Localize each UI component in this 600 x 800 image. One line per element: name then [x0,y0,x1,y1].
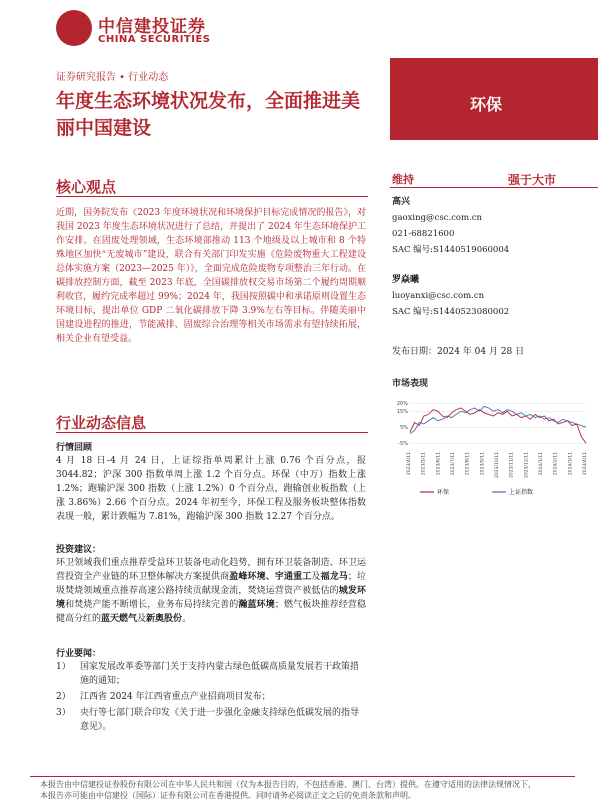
rating-bar [390,168,598,188]
analyst-card [392,194,509,258]
analyst-name: 高兴 [392,197,411,207]
news-item: 2） 江西省 2024 年江西省重点产业招商项目发布； [56,692,271,702]
publish-date: 发布日期：2024 年 04 月 28 日 [392,347,525,357]
x-tick-label: 2023/8/11 [465,452,471,476]
company-highlight: 瀚蓝环境 [238,600,275,610]
industry-dynamics-heading: 行业动态信息 [56,414,147,432]
core-view-heading: 核心观点 [56,178,117,196]
x-tick-label: 2023/10/11 [495,452,500,478]
company-highlight: 蓝天燃气 [101,614,138,624]
y-tick-label: 20% [396,401,408,408]
company-highlight: 新奥股份 [146,614,183,624]
market-performance-title: 市场表现 [392,379,429,389]
company-highlight: 福龙马 [320,572,348,582]
legend-label: 上证指数 [509,489,534,496]
report-title: 年度生态环境状况发布，全面推进美丽中国建设 [56,90,361,139]
analyst-email[interactable]: gaoxing@csc.com.cn [392,213,483,223]
market-review-title: 行情回顾 [56,443,93,453]
x-tick-label: 2024/1/11 [539,452,544,476]
logo-chinese-name: 中信建投证券 [98,17,206,37]
rating-value: 强于大市 [508,173,557,187]
investment-advice-text: 环卫领域我们重点推荐受益环卫装备电动化趋势，拥有环卫装备制造、环卫运营投资全产业链的环卫整体解决方案提供商盈峰环境、宇通重工及福龙马；垃圾焚烧领域重点推荐高速公路持续贡献现金流，焚烧运营资产被低估的城发环境和焚烧产能不断增长，业务布局持续完善的瀚蓝环境；燃气板块推荐经营稳健高分红的蓝天燃气及新奥股份。 [56,558,366,624]
logo-emblem-icon [56,10,92,46]
y-tick-label: -5% [398,441,408,448]
company-logo [56,10,226,50]
analyst-sac: SAC 编号:S1440519060004 [392,245,510,255]
x-tick-label: 2024/2/11 [553,452,559,476]
market-review-text: 4 月 18 日-4 月 24 日，上证综指单周累计上涨 0.76 个百分点，报 3044.82；沪深 300 指数单周上涨 1.2 个百分点。环保（中万）指数上涨 1.2%；跑输沪深 300 指数（上涨 1.2%）0 个百分点，跑输创业板指数（上涨 3.86%）2.66 个百分点。2024 年初至今，环保工程及服务板块整体指数表现一般，累计跌幅为 7.81%，跑输沪深 300 指数 12.27 个百分点。 [56,456,366,522]
company-highlight: 盈峰环境、宇通重工 [229,572,312,582]
x-tick-label: 2023/6/11 [436,452,442,476]
breadcrumb: 证券研究报告 • 行业动态 [56,72,169,83]
analyst-name: 罗焱曦 [392,275,420,285]
series-line [410,408,586,443]
analyst-sac: SAC 编号:S1440523080002 [392,307,510,317]
news-item: 3） 央行等七部门联合印发《关于进一步强化金融支持绿色低碳发展的指导意见》。 [56,708,360,732]
x-tick-label: 2023/11/11 [509,452,515,478]
x-tick-label: 2023/9/11 [480,452,486,476]
disclaimer-footer: 本报告由中信建投证券股份有限公司在中华人民共和国（仅为本报告目的，不包括香港、澳门、台湾）提供。在遵守适用的法律法规情况下， 本报告亦可能由中信建投（国际）证券有限公司在香港提供。同时请务必阅读正文之后的免责条款和声明。 [40,780,536,800]
investment-advice-title: 投资建议： [56,545,102,555]
y-tick-label: 5% [400,425,408,432]
core-view-divider [56,196,368,197]
news-item: 1） 国家发展改革委等部门关于支持内蒙古绿色低碳高质量发展若干政策措施的通知； [56,662,360,686]
logo-english-name: CHINA SECURITIES [98,34,211,45]
industry-dynamics-divider [56,432,368,433]
x-tick-label: 2024/3/11 [568,452,574,476]
x-tick-label: 2023/7/11 [451,452,456,476]
x-tick-label: 2024/4/11 [583,452,588,476]
footer-divider [30,776,575,777]
x-tick-label: 2023/12/11 [524,452,530,478]
y-tick-label: 15% [396,409,408,416]
company-highlight: 城发环境 [56,586,366,610]
rating-action: 维持 [392,173,414,186]
industry-news-title: 行业要闻： [56,649,102,659]
core-view-text: 近期，国务院发布《2023 年度环境状况和环境保护目标完成情况的报告》，对我国 2023 年度生态环境状况进行了总结，并提出了 2024 年生态环境保护工作安排。在固废处理领域，生态环境部推动 113 个地级及以上城市和 8 个特殊地区加快“无废城市”建设，联合有关部门印发实施《危险废物重大工程建设总体实施方案（2023—2025 年）》，全面完成危险废物专项整治三年行动。在碳排放控制方面，截至 2023 年底，全国碳排放权交易市场第二个履约周期顺利收官，履约完成率超过 99%；2024 年，我国按照碳中和承诺原则设置生态环境目标，提出单位 GDP 二氧化碳排放下降 3.9%左右等目标。伴随美丽中国建设进程的推进，节能减排、固废综合治理等相关市场需求有望持续拓展，相关企业有望受益。 [56,208,366,344]
analyst-card [392,272,509,320]
market-performance-chart [390,394,590,504]
analyst-email[interactable]: luoyanxi@csc.com.cn [392,291,485,301]
x-tick-label: 2023/5/11 [421,452,427,476]
legend-label: 环保 [437,489,450,496]
analyst-phone: 021-68821600 [392,229,455,239]
industry-label: 环保 [470,95,503,114]
x-tick-label: 2023/4/11 [407,452,412,476]
